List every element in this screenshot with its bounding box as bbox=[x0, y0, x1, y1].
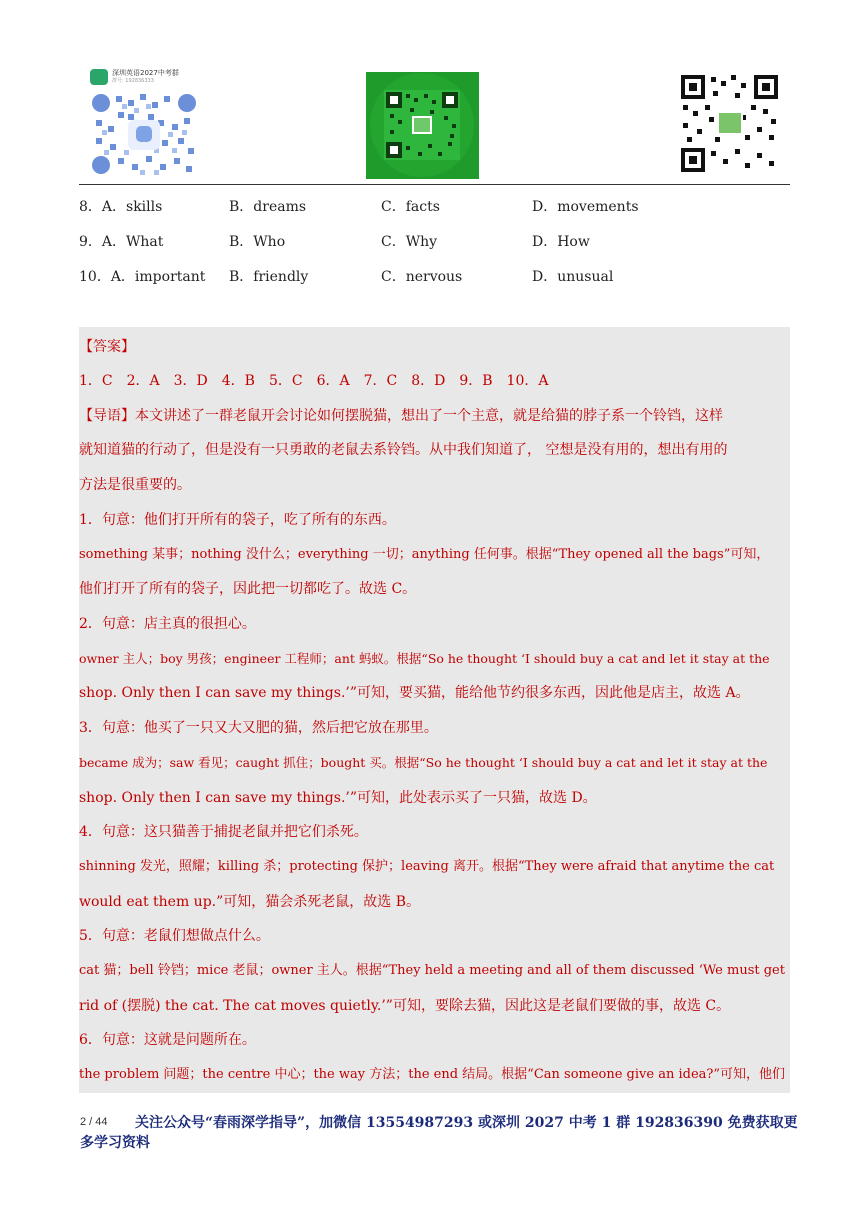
guide-text: 就知道猫的行动了，但是没有一只勇敢的老鼠去系铃铛。从中我们知道了， 空想是没有用的，想出有用的 bbox=[79, 442, 728, 458]
explanation-line: owner 主人；boy 男孩；engineer 工程师；ant 蚂蚁。根据“So he thought ‘I should buy a cat and let it stay at the bbox=[79, 651, 770, 666]
answer-heading: 【答案】 bbox=[79, 339, 135, 355]
guide-text: 【导语】本文讲述了一群老鼠开会讨论如何摆脱猫，想出了一个主意，就是给猫的脖子系一个铃铛，这样 bbox=[79, 408, 723, 424]
option-a: 8．A．skills bbox=[79, 199, 163, 215]
explanation-line: shop. Only then I can save my things.’”可知，此处表示买了一只猫，故选 D。 bbox=[79, 790, 597, 806]
explanation-line: became 成为；saw 看见；caught 抓住；bought 买。根据“So he thought ‘I should buy a cat and let it stay at the bbox=[79, 755, 768, 770]
option-c: C．nervous bbox=[381, 269, 463, 285]
qr-pattern-left bbox=[88, 90, 200, 178]
option-c: C．facts bbox=[381, 199, 440, 215]
wechat-qr-code bbox=[679, 73, 780, 174]
option-d: D．unusual bbox=[532, 269, 614, 285]
option-a: 9．A．What bbox=[79, 234, 164, 250]
explanation-line: 3．句意：他买了一只又大又肥的猫，然后把它放在那里。 bbox=[79, 720, 438, 736]
header-divider bbox=[79, 184, 790, 185]
page-number: 2 / 44 bbox=[80, 1116, 108, 1128]
qr-card-title: 深圳英语2027中考群 bbox=[112, 69, 179, 77]
official-account-qr-code bbox=[366, 72, 479, 179]
explanation-line: 他们打开了所有的袋子，因此把一切都吃了。故选 C。 bbox=[79, 581, 417, 597]
explanation-line: cat 猫；bell 铃铛；mice 老鼠；owner 主人。根据“They held a meeting and all of them discussed ‘We must get bbox=[79, 963, 785, 978]
group-qr-code bbox=[88, 68, 200, 178]
explanation-line: 6．句意：这就是问题所在。 bbox=[79, 1032, 256, 1048]
guide-text: 方法是很重要的。 bbox=[79, 477, 191, 493]
option-c: C．Why bbox=[381, 234, 438, 250]
option-b: B．dreams bbox=[229, 199, 307, 215]
explanation-line: rid of (摆脱) the cat. The cat moves quietly.’”可知，要除去猫，因此这是老鼠们要做的事，故选 C。 bbox=[79, 998, 731, 1014]
chat-app-icon bbox=[90, 69, 108, 85]
option-d: D．How bbox=[532, 234, 590, 250]
answer-key: 1．C 2．A 3．D 4．B 5．C 6．A 7．C 8．D 9．B 10．A bbox=[79, 373, 549, 389]
explanation-line: shop. Only then I can save my things.’”可知，要买猫，能给他节约很多东西，因此他是店主，故选 A。 bbox=[79, 685, 750, 701]
explanation-line: 1．句意：他们打开所有的袋子，吃了所有的东西。 bbox=[79, 512, 396, 528]
qr-card-subtitle: 群号: 192836333 bbox=[112, 78, 154, 84]
explanation-line: would eat them up.”可知，猫会杀死老鼠，故选 B。 bbox=[79, 894, 421, 910]
qr-pattern-middle bbox=[366, 72, 479, 179]
explanation-line: something 某事；nothing 没什么；everything 一切；anything 任何事。根据“They opened all the bags”可知， bbox=[79, 547, 770, 562]
answer-explanation-panel bbox=[79, 327, 790, 1093]
explanation-line: the problem 问题；the centre 中心；the way 方法；the end 结局。根据“Can someone give an idea?”可知，他们 bbox=[79, 1067, 786, 1082]
qr-card-header bbox=[88, 68, 200, 86]
explanation-line: 4．句意：这只猫善于捕捉老鼠并把它们杀死。 bbox=[79, 824, 368, 840]
explanation-line: 5．句意：老鼠们想做点什么。 bbox=[79, 928, 270, 944]
option-d: D．movements bbox=[532, 199, 639, 215]
qr-pattern-right bbox=[679, 73, 780, 174]
option-b: B．friendly bbox=[229, 269, 309, 285]
explanation-line: shinning 发光，照耀；killing 杀；protecting 保护；leaving 离开。根据“They were afraid that anytime the cat bbox=[79, 859, 775, 874]
option-a: 10．A．important bbox=[79, 269, 206, 285]
footer-notice: 关注公众号“春雨深学指导”，加微信 13554987293 或深圳 2027 中考 1 群 192836390 免费获取更多学习资料 bbox=[80, 1115, 798, 1151]
option-b: B．Who bbox=[229, 234, 286, 250]
explanation-line: 2．句意：店主真的很担心。 bbox=[79, 616, 256, 632]
